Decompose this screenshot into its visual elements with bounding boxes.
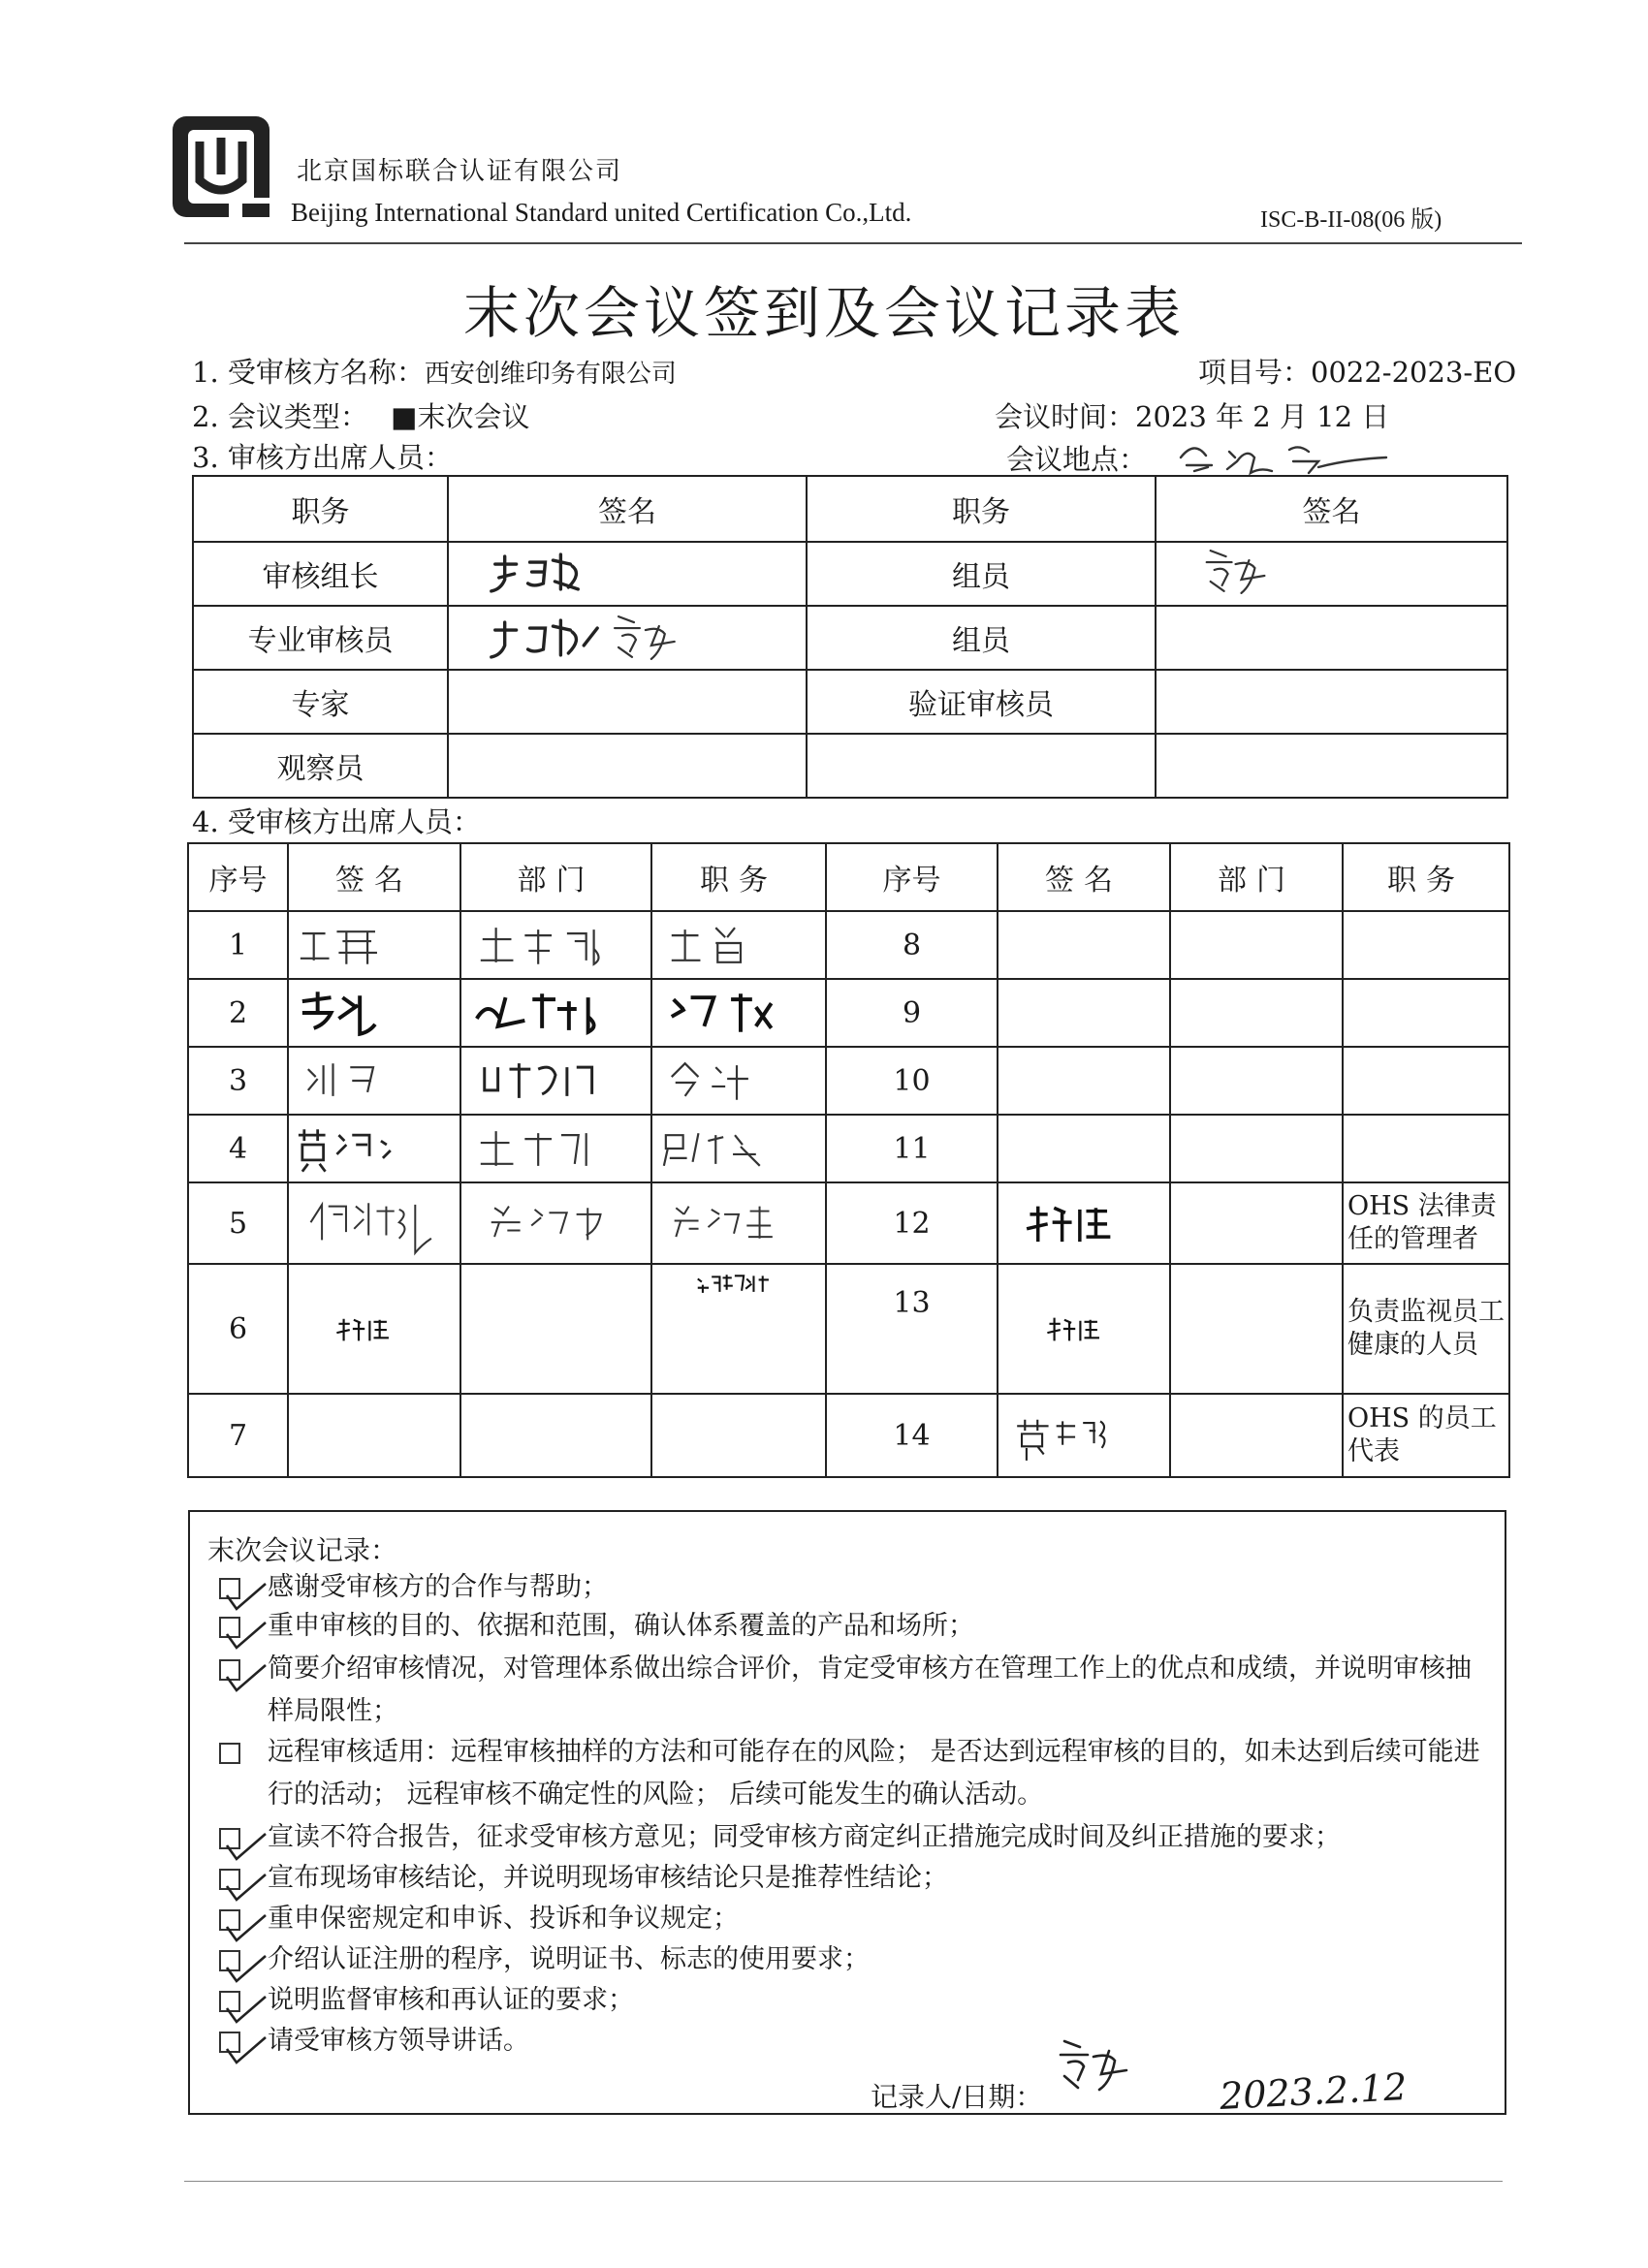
record-item-text: 请受审核方领导讲话。	[268, 2026, 529, 2056]
signature-cell	[998, 1047, 1170, 1115]
seq-cell: 3	[188, 1047, 288, 1115]
department-cell	[1170, 979, 1343, 1047]
checkmark-icon	[223, 1950, 268, 1989]
table-row	[193, 670, 1507, 734]
department-cell	[460, 1394, 651, 1477]
checkbox[interactable]	[219, 1909, 240, 1931]
role-cell: 专业审核员	[193, 606, 448, 670]
checkmark-icon	[223, 1828, 268, 1867]
role-cell: 观察员	[193, 734, 448, 798]
role-cell: 专家	[193, 670, 448, 734]
table-row	[188, 1182, 1509, 1264]
role-cell: 审核组长	[193, 542, 448, 606]
form-code: ISC-B-II-08(06 版)	[1260, 207, 1442, 233]
signature-cell	[998, 1182, 1170, 1264]
header-signature: 签名	[1156, 476, 1507, 542]
department-cell	[1170, 1264, 1343, 1394]
record-item-text: 远程审核适用：远程审核抽样的方法和可能存在的风险； 是否达到远程审核的目的，如未达到后续可能进行的活动； 远程审核不确定性的风险； 后续可能发生的确认活动。	[268, 1737, 1480, 1810]
department-cell	[1170, 1182, 1343, 1264]
signature-cell	[288, 1047, 460, 1115]
handwritten-signature	[998, 1296, 1169, 1362]
signature-cell	[998, 911, 1170, 979]
signature-cell	[448, 670, 807, 734]
position-cell	[1343, 1047, 1509, 1115]
checkbox[interactable]	[219, 2032, 240, 2053]
position-cell	[651, 1394, 826, 1477]
seq-cell: 12	[826, 1182, 998, 1264]
seq-cell: 11	[826, 1115, 998, 1182]
document-title: 末次会议签到及会议记录表	[462, 280, 1185, 346]
handwritten-signature	[652, 912, 825, 978]
handwritten-signature	[1157, 543, 1506, 605]
handwritten-signature	[461, 1190, 650, 1256]
meeting-type-value: ■末次会议	[391, 400, 530, 433]
header-signature: 签名	[448, 476, 807, 542]
checkbox[interactable]	[219, 1743, 240, 1764]
header-signature: 签名	[998, 843, 1170, 911]
checkmark-icon	[223, 1869, 268, 1907]
table-row	[188, 1115, 1509, 1182]
company-name-en: Beijing International Standard united Certification Co.,Ltd.	[291, 198, 912, 227]
handwritten-signature	[998, 1402, 1169, 1468]
table-row	[193, 606, 1507, 670]
table-row	[188, 1394, 1509, 1477]
checkbox[interactable]	[219, 1578, 240, 1599]
seq-cell: 8	[826, 911, 998, 979]
seq-cell: 6	[188, 1264, 288, 1394]
record-item-text: 介绍认证注册的程序，说明证书、标志的使用要求；	[268, 1944, 870, 1974]
position-cell	[1343, 979, 1509, 1047]
record-item-text: 宣布现场审核结论，并说明现场审核结论只是推荐性结论；	[268, 1863, 948, 1893]
department-cell	[460, 979, 651, 1047]
recorder-date: 2023.2.12	[1218, 2064, 1409, 2119]
handwritten-signature	[461, 912, 650, 978]
handwritten-signature	[998, 1190, 1169, 1256]
header-position: 职务	[651, 843, 826, 911]
header-department: 部门	[1170, 843, 1343, 911]
meeting-type-label: 2. 会议类型：	[192, 400, 368, 433]
checkbox[interactable]	[219, 1950, 240, 1971]
seq-cell: 5	[188, 1182, 288, 1264]
role-cell: 组员	[807, 542, 1156, 606]
header-position: 职务	[1343, 843, 1509, 911]
table-row	[188, 1047, 1509, 1115]
signature-cell	[1156, 734, 1507, 798]
seq-cell: 13	[826, 1264, 998, 1394]
auditee-attendees-label: 4. 受审核方出席人员：	[192, 805, 481, 838]
record-title: 末次会议记录：	[207, 1534, 398, 1566]
signature-cell	[288, 1394, 460, 1477]
auditee-attendees-table	[187, 842, 1510, 1478]
auditee-name-line	[192, 351, 677, 391]
checkmark-icon	[223, 1909, 268, 1948]
seq-cell: 10	[826, 1047, 998, 1115]
role-cell	[807, 734, 1156, 798]
signature-cell	[998, 979, 1170, 1047]
header-role: 职务	[807, 476, 1156, 542]
company-name-cn: 北京国标联合认证有限公司	[297, 157, 623, 186]
signature-cell	[288, 911, 460, 979]
department-cell	[1170, 1394, 1343, 1477]
header-seq: 序号	[188, 843, 288, 911]
checkmark-icon	[223, 1578, 268, 1617]
department-cell	[460, 1047, 651, 1115]
checkbox[interactable]	[219, 1617, 240, 1638]
signature-cell	[288, 979, 460, 1047]
table-row	[188, 1264, 1509, 1394]
signature-cell	[288, 1115, 460, 1182]
seq-cell: 9	[826, 979, 998, 1047]
meeting-time: 会议时间：2023 年 2 月 12 日	[995, 400, 1390, 433]
handwritten-signature	[652, 1048, 825, 1114]
signature-cell	[1156, 670, 1507, 734]
signature-cell	[998, 1115, 1170, 1182]
checkbox[interactable]	[219, 1991, 240, 2012]
role-cell: 验证审核员	[807, 670, 1156, 734]
project-number: 项目号：0022-2023-EO	[1198, 356, 1517, 389]
role-cell: 组员	[807, 606, 1156, 670]
position-cell	[651, 1047, 826, 1115]
table-row	[193, 734, 1507, 798]
handwritten-signature	[652, 1116, 825, 1181]
record-item-text: 宣读不符合报告，征求受审核方意见；同受审核方商定纠正措施完成时间及纠正措施的要求；	[268, 1822, 1341, 1852]
handwritten-signature	[449, 543, 806, 605]
table-row	[188, 911, 1509, 979]
handwritten-signature	[289, 1048, 460, 1114]
handwritten-signature	[652, 1265, 825, 1331]
checkmark-icon	[223, 2032, 268, 2070]
signature-cell	[288, 1264, 460, 1394]
checkmark-icon	[223, 1617, 268, 1655]
record-item-text: 重申审核的目的、依据和范围，确认体系覆盖的产品和场所；	[268, 1611, 974, 1641]
auditee-label: 1. 受审核方名称：	[192, 356, 425, 389]
meeting-type-line	[192, 395, 530, 435]
checkmark-icon	[223, 1991, 268, 2030]
signature-cell	[448, 542, 807, 606]
record-item-text: 感谢受审核方的合作与帮助；	[268, 1572, 608, 1602]
meeting-place-handwriting	[1173, 425, 1406, 483]
position-cell: OHS 的员工代表	[1343, 1394, 1509, 1477]
seq-cell: 4	[188, 1115, 288, 1182]
department-cell	[460, 1264, 651, 1394]
seq-cell: 2	[188, 979, 288, 1047]
handwritten-signature	[652, 1190, 825, 1256]
position-cell	[1343, 1115, 1509, 1182]
handwritten-signature	[289, 1190, 460, 1256]
position-cell: 负责监视员工健康的人员	[1343, 1264, 1509, 1394]
table-row	[193, 542, 1507, 606]
signature-cell	[448, 606, 807, 670]
handwritten-signature	[289, 1296, 460, 1362]
department-cell	[460, 1182, 651, 1264]
signature-cell	[448, 734, 807, 798]
seq-cell: 1	[188, 911, 288, 979]
checkbox[interactable]	[219, 1659, 240, 1681]
checkbox[interactable]	[219, 1828, 240, 1849]
handwritten-signature	[289, 980, 460, 1046]
position-cell	[651, 979, 826, 1047]
signature-cell	[288, 1182, 460, 1264]
handwritten-signature	[461, 1116, 650, 1181]
table-row	[188, 979, 1509, 1047]
handwritten-signature	[289, 1116, 460, 1181]
recorder-label: 记录人/日期：	[871, 2081, 1043, 2113]
department-cell	[460, 1115, 651, 1182]
handwritten-signature	[461, 1048, 650, 1114]
table-header-row	[188, 843, 1509, 911]
audit-team-label: 3. 审核方出席人员：	[192, 441, 453, 474]
position-cell	[651, 1115, 826, 1182]
audit-team-table	[192, 475, 1508, 799]
signature-cell	[998, 1264, 1170, 1394]
handwritten-signature	[289, 912, 460, 978]
handwritten-signature	[461, 980, 650, 1046]
handwritten-signature	[652, 980, 825, 1046]
record-item-text: 重申保密规定和申诉、投诉和争议规定；	[268, 1904, 739, 1934]
footer-divider	[184, 2181, 1503, 2182]
header-divider	[184, 242, 1522, 244]
header-role: 职务	[193, 476, 448, 542]
seq-cell: 14	[826, 1394, 998, 1477]
header-department: 部门	[460, 843, 651, 911]
position-cell	[1343, 911, 1509, 979]
signature-cell	[1156, 542, 1507, 606]
position-cell	[651, 911, 826, 979]
auditee-name: 西安创维印务有限公司	[424, 360, 677, 389]
meeting-place-label: 会议地点：	[1006, 443, 1148, 476]
checkbox[interactable]	[219, 1869, 240, 1890]
recorder-signature	[1047, 2028, 1163, 2111]
signature-cell	[998, 1394, 1170, 1477]
seq-cell: 7	[188, 1394, 288, 1477]
department-cell	[1170, 911, 1343, 979]
department-cell	[460, 911, 651, 979]
header-seq: 序号	[826, 843, 998, 911]
table-header-row	[193, 476, 1507, 542]
department-cell	[1170, 1047, 1343, 1115]
handwritten-signature	[449, 607, 806, 669]
record-item-text: 简要介绍审核情况，对管理体系做出综合评价，肯定受审核方在管理工作上的优点和成绩，并说明审核抽样局限性；	[268, 1654, 1472, 1726]
department-cell	[1170, 1115, 1343, 1182]
position-cell	[651, 1182, 826, 1264]
position-cell: OHS 法律责任的管理者	[1343, 1182, 1509, 1264]
record-item-text: 说明监督审核和再认证的要求；	[268, 1985, 634, 2015]
company-logo	[171, 114, 273, 221]
position-cell	[651, 1264, 826, 1394]
header-signature: 签名	[288, 843, 460, 911]
signature-cell	[1156, 606, 1507, 670]
checkmark-icon	[223, 1659, 268, 1698]
